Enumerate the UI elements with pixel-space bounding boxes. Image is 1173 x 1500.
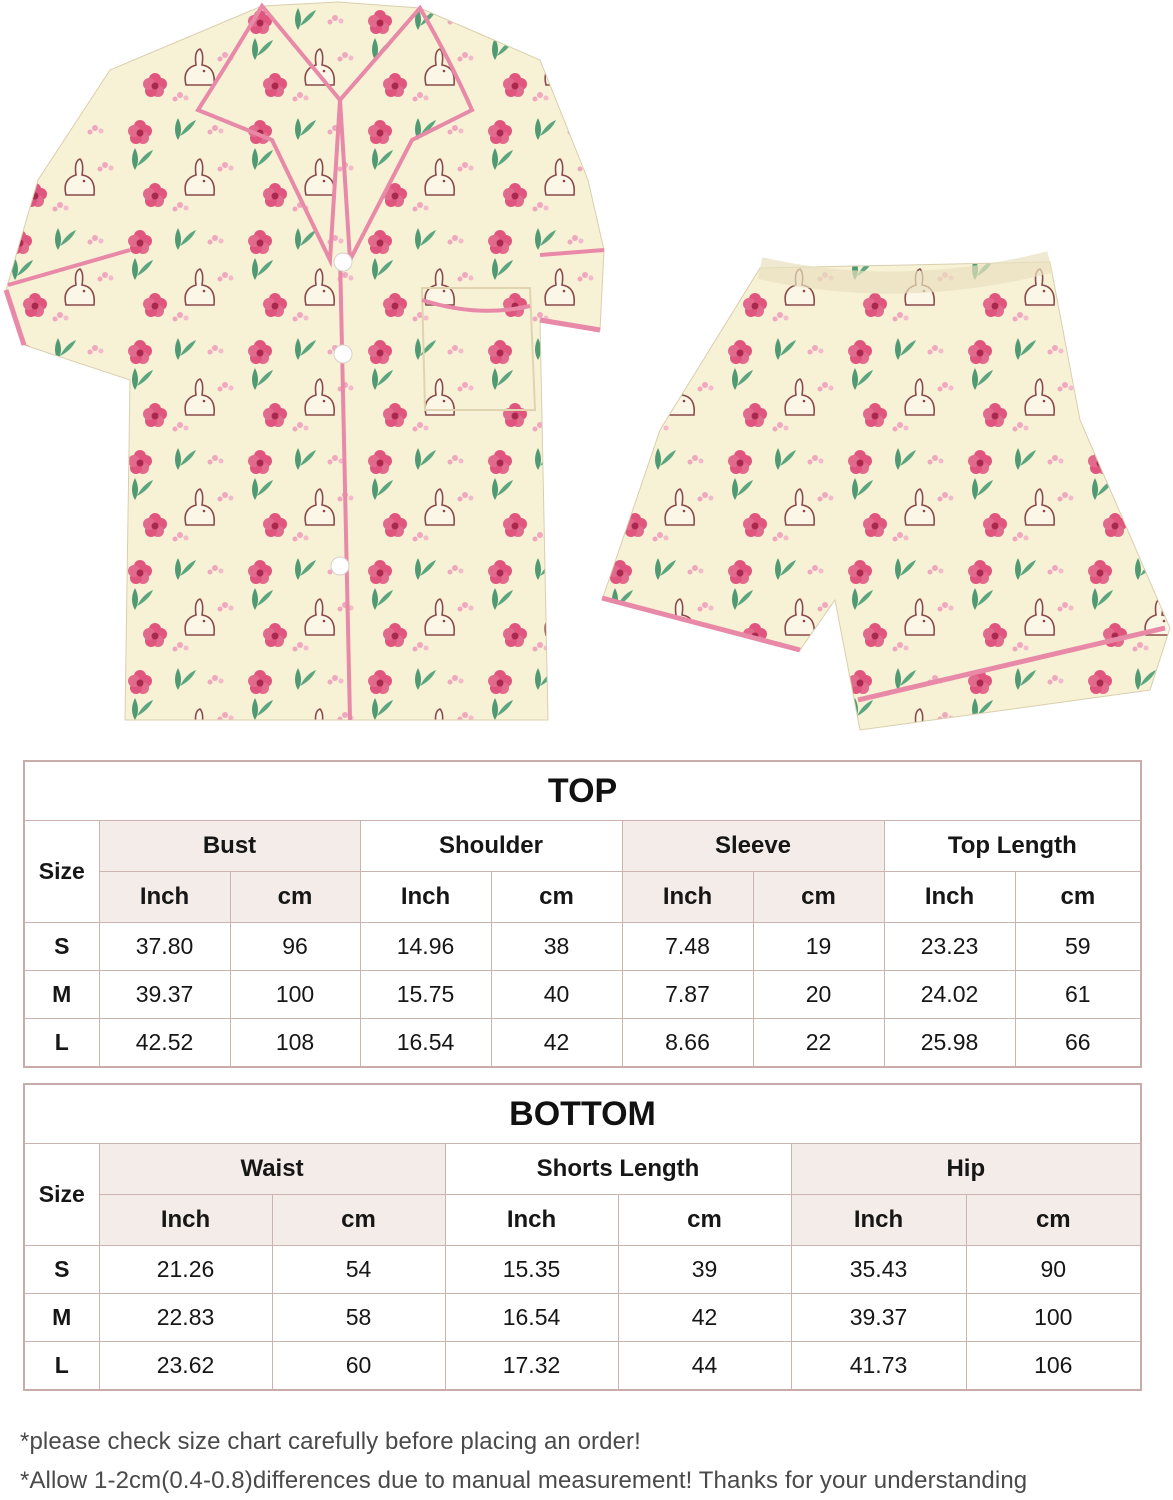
table-cell: 24.02 [884,971,1015,1019]
table-cell: 15.75 [360,971,491,1019]
top-size-table [23,760,1142,1068]
pajama-shirt [6,2,604,720]
table-cell: 100 [966,1294,1141,1342]
group-header-sleeve: Sleeve [622,821,884,872]
table-cell: 100 [230,971,360,1019]
table-cell: 96 [230,923,360,971]
table-cell: 39.37 [99,971,230,1019]
table-cell: 60 [272,1342,445,1391]
table-cell: 42 [491,1019,622,1068]
table-cell: 23.62 [99,1342,272,1391]
bottom-table-title: BOTTOM [24,1084,1141,1144]
unit-header: Inch [445,1195,618,1246]
size-label: S [24,923,99,971]
table-cell: 22 [753,1019,884,1068]
unit-header: Inch [884,872,1015,923]
table-cell: 20 [753,971,884,1019]
size-label: M [24,1294,99,1342]
size-label: S [24,1246,99,1294]
measurement-note: *Allow 1-2cm(0.4-0.8)differences due to manual measurement! Thanks for your understanding [20,1467,1028,1494]
table-cell: 54 [272,1246,445,1294]
table-cell: 19 [753,923,884,971]
table-cell: 61 [1015,971,1141,1019]
table-cell: 58 [272,1294,445,1342]
table-cell: 14.96 [360,923,491,971]
unit-header: Inch [99,1195,272,1246]
group-header-waist: Waist [99,1144,445,1195]
unit-header: cm [753,872,884,923]
table-cell: 22.83 [99,1294,272,1342]
table-row [24,1342,1141,1391]
table-cell: 108 [230,1019,360,1068]
table-cell: 39.37 [791,1294,966,1342]
size-label: L [24,1342,99,1391]
size-header: Size [24,1144,99,1246]
unit-header: Inch [791,1195,966,1246]
table-cell: 25.98 [884,1019,1015,1068]
table-cell: 21.26 [99,1246,272,1294]
table-cell: 42.52 [99,1019,230,1068]
size-label: L [24,1019,99,1068]
pajama-shorts [602,262,1170,730]
size-header: Size [24,821,99,923]
table-cell: 39 [618,1246,791,1294]
table-cell: 7.87 [622,971,753,1019]
group-header-shoulder: Shoulder [360,821,622,872]
table-cell: 42 [618,1294,791,1342]
table-row [24,1294,1141,1342]
size-label: M [24,971,99,1019]
table-cell: 90 [966,1246,1141,1294]
table-cell: 106 [966,1342,1141,1391]
table-cell: 40 [491,971,622,1019]
unit-header: cm [1015,872,1141,923]
unit-header: Inch [360,872,491,923]
table-cell: 38 [491,923,622,971]
table-cell: 17.32 [445,1342,618,1391]
unit-header: cm [230,872,360,923]
top-table-title: TOP [24,761,1141,821]
table-row [24,971,1141,1019]
table-cell: 44 [618,1342,791,1391]
group-header-hip: Hip [791,1144,1141,1195]
table-cell: 35.43 [791,1246,966,1294]
group-header-top-length: Top Length [884,821,1141,872]
unit-header: Inch [622,872,753,923]
table-cell: 8.66 [622,1019,753,1068]
unit-header: cm [966,1195,1141,1246]
table-cell: 16.54 [360,1019,491,1068]
unit-header: cm [618,1195,791,1246]
table-cell: 41.73 [791,1342,966,1391]
size-chart-note: *please check size chart carefully before placing an order! [20,1428,641,1455]
table-cell: 66 [1015,1019,1141,1068]
bottom-size-table [23,1083,1142,1391]
table-cell: 37.80 [99,923,230,971]
table-cell: 7.48 [622,923,753,971]
table-cell: 59 [1015,923,1141,971]
product-photo [0,0,1173,740]
unit-header: cm [272,1195,445,1246]
group-header-bust: Bust [99,821,360,872]
table-row [24,1246,1141,1294]
table-cell: 16.54 [445,1294,618,1342]
unit-header: Inch [99,872,230,923]
table-cell: 23.23 [884,923,1015,971]
table-row [24,923,1141,971]
group-header-shorts-length: Shorts Length [445,1144,791,1195]
unit-header: cm [491,872,622,923]
table-row [24,1019,1141,1068]
table-cell: 15.35 [445,1246,618,1294]
